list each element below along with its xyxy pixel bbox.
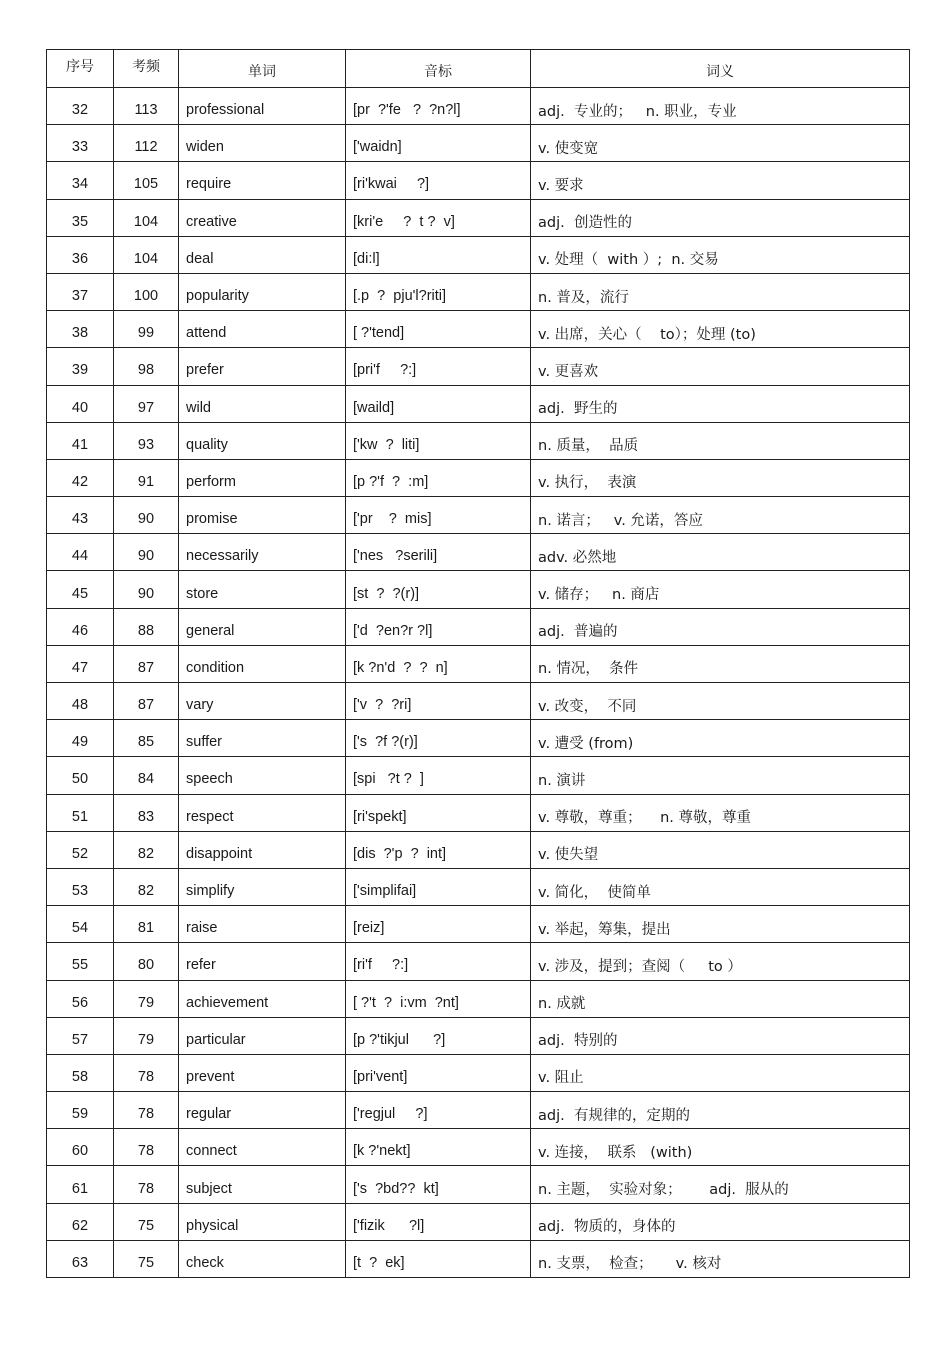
cell-meaning: v. 简化， 使简单: [531, 868, 910, 905]
cell-phonetic: [t ? ek]: [346, 1240, 531, 1277]
cell-phonetic: ['pr ? mis]: [346, 497, 531, 534]
table-row: [47, 868, 910, 905]
cell-word: prefer: [179, 348, 346, 385]
header-phonetic: 音标: [346, 50, 531, 88]
cell-word: physical: [179, 1203, 346, 1240]
cell-frequency: 100: [114, 273, 179, 310]
cell-frequency: 104: [114, 199, 179, 236]
cell-word: quality: [179, 422, 346, 459]
cell-word: store: [179, 571, 346, 608]
cell-number: 55: [47, 943, 114, 980]
cell-meaning: adj. 有规律的，定期的: [531, 1092, 910, 1129]
cell-meaning: v. 出席，关心（ to）；处理 (to): [531, 311, 910, 348]
cell-word: speech: [179, 757, 346, 794]
header-number: 序号: [47, 50, 114, 88]
cell-phonetic: ['v ? ?ri]: [346, 683, 531, 720]
cell-frequency: 105: [114, 162, 179, 199]
cell-word: respect: [179, 794, 346, 831]
cell-number: 38: [47, 311, 114, 348]
cell-word: subject: [179, 1166, 346, 1203]
table-row: [47, 162, 910, 199]
cell-number: 63: [47, 1240, 114, 1277]
cell-meaning: n. 诺言； v. 允诺，答应: [531, 497, 910, 534]
table-row: [47, 906, 910, 943]
cell-phonetic: [p ?'f ? :m]: [346, 459, 531, 496]
header-frequency: 考频: [114, 50, 179, 88]
cell-frequency: 78: [114, 1166, 179, 1203]
cell-number: 39: [47, 348, 114, 385]
cell-word: particular: [179, 1017, 346, 1054]
cell-word: require: [179, 162, 346, 199]
cell-frequency: 83: [114, 794, 179, 831]
cell-number: 36: [47, 236, 114, 273]
table-row: [47, 980, 910, 1017]
header-meaning: 词义: [531, 50, 910, 88]
cell-frequency: 75: [114, 1240, 179, 1277]
cell-word: prevent: [179, 1054, 346, 1091]
cell-number: 62: [47, 1203, 114, 1240]
cell-number: 50: [47, 757, 114, 794]
cell-meaning: v. 尊敬，尊重； n. 尊敬，尊重: [531, 794, 910, 831]
cell-meaning: v. 更喜欢: [531, 348, 910, 385]
cell-frequency: 104: [114, 236, 179, 273]
table-row: [47, 645, 910, 682]
cell-word: attend: [179, 311, 346, 348]
cell-frequency: 87: [114, 645, 179, 682]
cell-frequency: 93: [114, 422, 179, 459]
cell-number: 60: [47, 1129, 114, 1166]
cell-meaning: adj. 普遍的: [531, 608, 910, 645]
cell-meaning: adv. 必然地: [531, 534, 910, 571]
cell-word: check: [179, 1240, 346, 1277]
header-word: 单词: [179, 50, 346, 88]
table-row: [47, 236, 910, 273]
table-row: [47, 1240, 910, 1277]
cell-frequency: 85: [114, 720, 179, 757]
cell-phonetic: [ri'spekt]: [346, 794, 531, 831]
cell-word: general: [179, 608, 346, 645]
cell-number: 56: [47, 980, 114, 1017]
cell-meaning: v. 涉及，提到；查阅（ to ）: [531, 943, 910, 980]
cell-meaning: v. 使变宽: [531, 125, 910, 162]
cell-phonetic: [p ?'tikjul ?]: [346, 1017, 531, 1054]
cell-meaning: n. 演讲: [531, 757, 910, 794]
table-row: [47, 459, 910, 496]
table-row: [47, 608, 910, 645]
cell-number: 54: [47, 906, 114, 943]
cell-meaning: v. 要求: [531, 162, 910, 199]
cell-meaning: n. 成就: [531, 980, 910, 1017]
cell-word: promise: [179, 497, 346, 534]
table-header-row: [47, 50, 910, 88]
cell-word: perform: [179, 459, 346, 496]
table-row: [47, 534, 910, 571]
cell-frequency: 78: [114, 1054, 179, 1091]
table-row: [47, 199, 910, 236]
table-row: [47, 385, 910, 422]
cell-number: 51: [47, 794, 114, 831]
cell-word: disappoint: [179, 831, 346, 868]
cell-frequency: 78: [114, 1129, 179, 1166]
table-row: [47, 1129, 910, 1166]
cell-phonetic: [k ?n'd ? ? n]: [346, 645, 531, 682]
cell-word: connect: [179, 1129, 346, 1166]
cell-word: wild: [179, 385, 346, 422]
cell-phonetic: [ri'kwai ?]: [346, 162, 531, 199]
cell-meaning: v. 使失望: [531, 831, 910, 868]
cell-word: necessarily: [179, 534, 346, 571]
cell-number: 52: [47, 831, 114, 868]
cell-number: 59: [47, 1092, 114, 1129]
cell-meaning: v. 执行， 表演: [531, 459, 910, 496]
table-row: [47, 943, 910, 980]
table-row: [47, 348, 910, 385]
cell-word: suffer: [179, 720, 346, 757]
cell-meaning: adj. 特别的: [531, 1017, 910, 1054]
cell-number: 33: [47, 125, 114, 162]
table-row: [47, 125, 910, 162]
cell-phonetic: [pri'vent]: [346, 1054, 531, 1091]
cell-phonetic: ['s ?f ?(r)]: [346, 720, 531, 757]
cell-meaning: v. 改变， 不同: [531, 683, 910, 720]
cell-word: simplify: [179, 868, 346, 905]
cell-number: 32: [47, 88, 114, 125]
cell-frequency: 88: [114, 608, 179, 645]
cell-frequency: 97: [114, 385, 179, 422]
table-row: [47, 422, 910, 459]
cell-frequency: 80: [114, 943, 179, 980]
cell-word: achievement: [179, 980, 346, 1017]
cell-number: 42: [47, 459, 114, 496]
cell-meaning: v. 连接， 联系 (with): [531, 1129, 910, 1166]
cell-phonetic: ['simplifai]: [346, 868, 531, 905]
cell-meaning: adj. 创造性的: [531, 199, 910, 236]
table-row: [47, 831, 910, 868]
cell-number: 41: [47, 422, 114, 459]
cell-phonetic: [.p ? pju'l?riti]: [346, 273, 531, 310]
cell-phonetic: [dis ?'p ? int]: [346, 831, 531, 868]
cell-number: 49: [47, 720, 114, 757]
table-row: [47, 1092, 910, 1129]
cell-meaning: n. 支票， 检查； v. 核对: [531, 1240, 910, 1277]
cell-frequency: 87: [114, 683, 179, 720]
cell-frequency: 82: [114, 831, 179, 868]
cell-phonetic: ['s ?bd?? kt]: [346, 1166, 531, 1203]
table-row: [47, 1017, 910, 1054]
cell-meaning: v. 举起，筹集，提出: [531, 906, 910, 943]
cell-frequency: 82: [114, 868, 179, 905]
cell-number: 58: [47, 1054, 114, 1091]
cell-frequency: 75: [114, 1203, 179, 1240]
table-row: [47, 571, 910, 608]
cell-meaning: v. 储存； n. 商店: [531, 571, 910, 608]
table-row: [47, 757, 910, 794]
table-row: [47, 1166, 910, 1203]
cell-phonetic: [ri'f ?:]: [346, 943, 531, 980]
cell-phonetic: [pri'f ?:]: [346, 348, 531, 385]
cell-phonetic: ['kw ? liti]: [346, 422, 531, 459]
cell-number: 35: [47, 199, 114, 236]
cell-number: 57: [47, 1017, 114, 1054]
cell-word: raise: [179, 906, 346, 943]
cell-word: deal: [179, 236, 346, 273]
cell-meaning: n. 主题， 实验对象； adj. 服从的: [531, 1166, 910, 1203]
cell-number: 47: [47, 645, 114, 682]
table-row: [47, 683, 910, 720]
cell-meaning: n. 普及，流行: [531, 273, 910, 310]
table-row: [47, 794, 910, 831]
table-row: [47, 497, 910, 534]
cell-number: 44: [47, 534, 114, 571]
cell-word: refer: [179, 943, 346, 980]
vocabulary-table: [46, 49, 910, 1278]
cell-number: 48: [47, 683, 114, 720]
table-row: [47, 88, 910, 125]
cell-word: widen: [179, 125, 346, 162]
cell-meaning: adj. 专业的； n. 职业，专业: [531, 88, 910, 125]
cell-phonetic: [pr ?'fe ? ?n?l]: [346, 88, 531, 125]
cell-phonetic: ['nes ?serili]: [346, 534, 531, 571]
cell-number: 61: [47, 1166, 114, 1203]
cell-meaning: v. 处理（ with ）; n. 交易: [531, 236, 910, 273]
cell-frequency: 84: [114, 757, 179, 794]
table-row: [47, 1054, 910, 1091]
cell-frequency: 90: [114, 497, 179, 534]
cell-word: professional: [179, 88, 346, 125]
cell-number: 45: [47, 571, 114, 608]
cell-meaning: adj. 野生的: [531, 385, 910, 422]
cell-meaning: v. 阻止: [531, 1054, 910, 1091]
cell-phonetic: [ ?'t ? i:vm ?nt]: [346, 980, 531, 1017]
cell-word: condition: [179, 645, 346, 682]
cell-phonetic: [st ? ?(r)]: [346, 571, 531, 608]
cell-number: 53: [47, 868, 114, 905]
cell-frequency: 90: [114, 571, 179, 608]
cell-phonetic: [waild]: [346, 385, 531, 422]
cell-meaning: adj. 物质的，身体的: [531, 1203, 910, 1240]
cell-phonetic: [reiz]: [346, 906, 531, 943]
cell-frequency: 91: [114, 459, 179, 496]
cell-phonetic: [di:l]: [346, 236, 531, 273]
cell-word: regular: [179, 1092, 346, 1129]
cell-meaning: n. 情况， 条件: [531, 645, 910, 682]
cell-frequency: 81: [114, 906, 179, 943]
cell-number: 40: [47, 385, 114, 422]
cell-frequency: 113: [114, 88, 179, 125]
cell-phonetic: [k ?'nekt]: [346, 1129, 531, 1166]
cell-number: 46: [47, 608, 114, 645]
cell-phonetic: [kri'e ? t ? v]: [346, 199, 531, 236]
cell-frequency: 99: [114, 311, 179, 348]
cell-word: creative: [179, 199, 346, 236]
cell-frequency: 112: [114, 125, 179, 162]
cell-number: 43: [47, 497, 114, 534]
cell-phonetic: ['waidn]: [346, 125, 531, 162]
cell-frequency: 98: [114, 348, 179, 385]
cell-frequency: 90: [114, 534, 179, 571]
cell-frequency: 78: [114, 1092, 179, 1129]
cell-phonetic: ['fizik ?l]: [346, 1203, 531, 1240]
cell-number: 34: [47, 162, 114, 199]
cell-number: 37: [47, 273, 114, 310]
table-row: [47, 1203, 910, 1240]
cell-word: vary: [179, 683, 346, 720]
table-row: [47, 720, 910, 757]
cell-frequency: 79: [114, 1017, 179, 1054]
cell-meaning: v. 遭受 (from): [531, 720, 910, 757]
cell-meaning: n. 质量， 品质: [531, 422, 910, 459]
cell-phonetic: ['d ?en?r ?l]: [346, 608, 531, 645]
cell-phonetic: ['regjul ?]: [346, 1092, 531, 1129]
table-row: [47, 311, 910, 348]
cell-frequency: 79: [114, 980, 179, 1017]
cell-phonetic: [ ?'tend]: [346, 311, 531, 348]
table-body: [47, 88, 910, 1278]
table-row: [47, 273, 910, 310]
cell-word: popularity: [179, 273, 346, 310]
cell-phonetic: [spi ?t ? ]: [346, 757, 531, 794]
